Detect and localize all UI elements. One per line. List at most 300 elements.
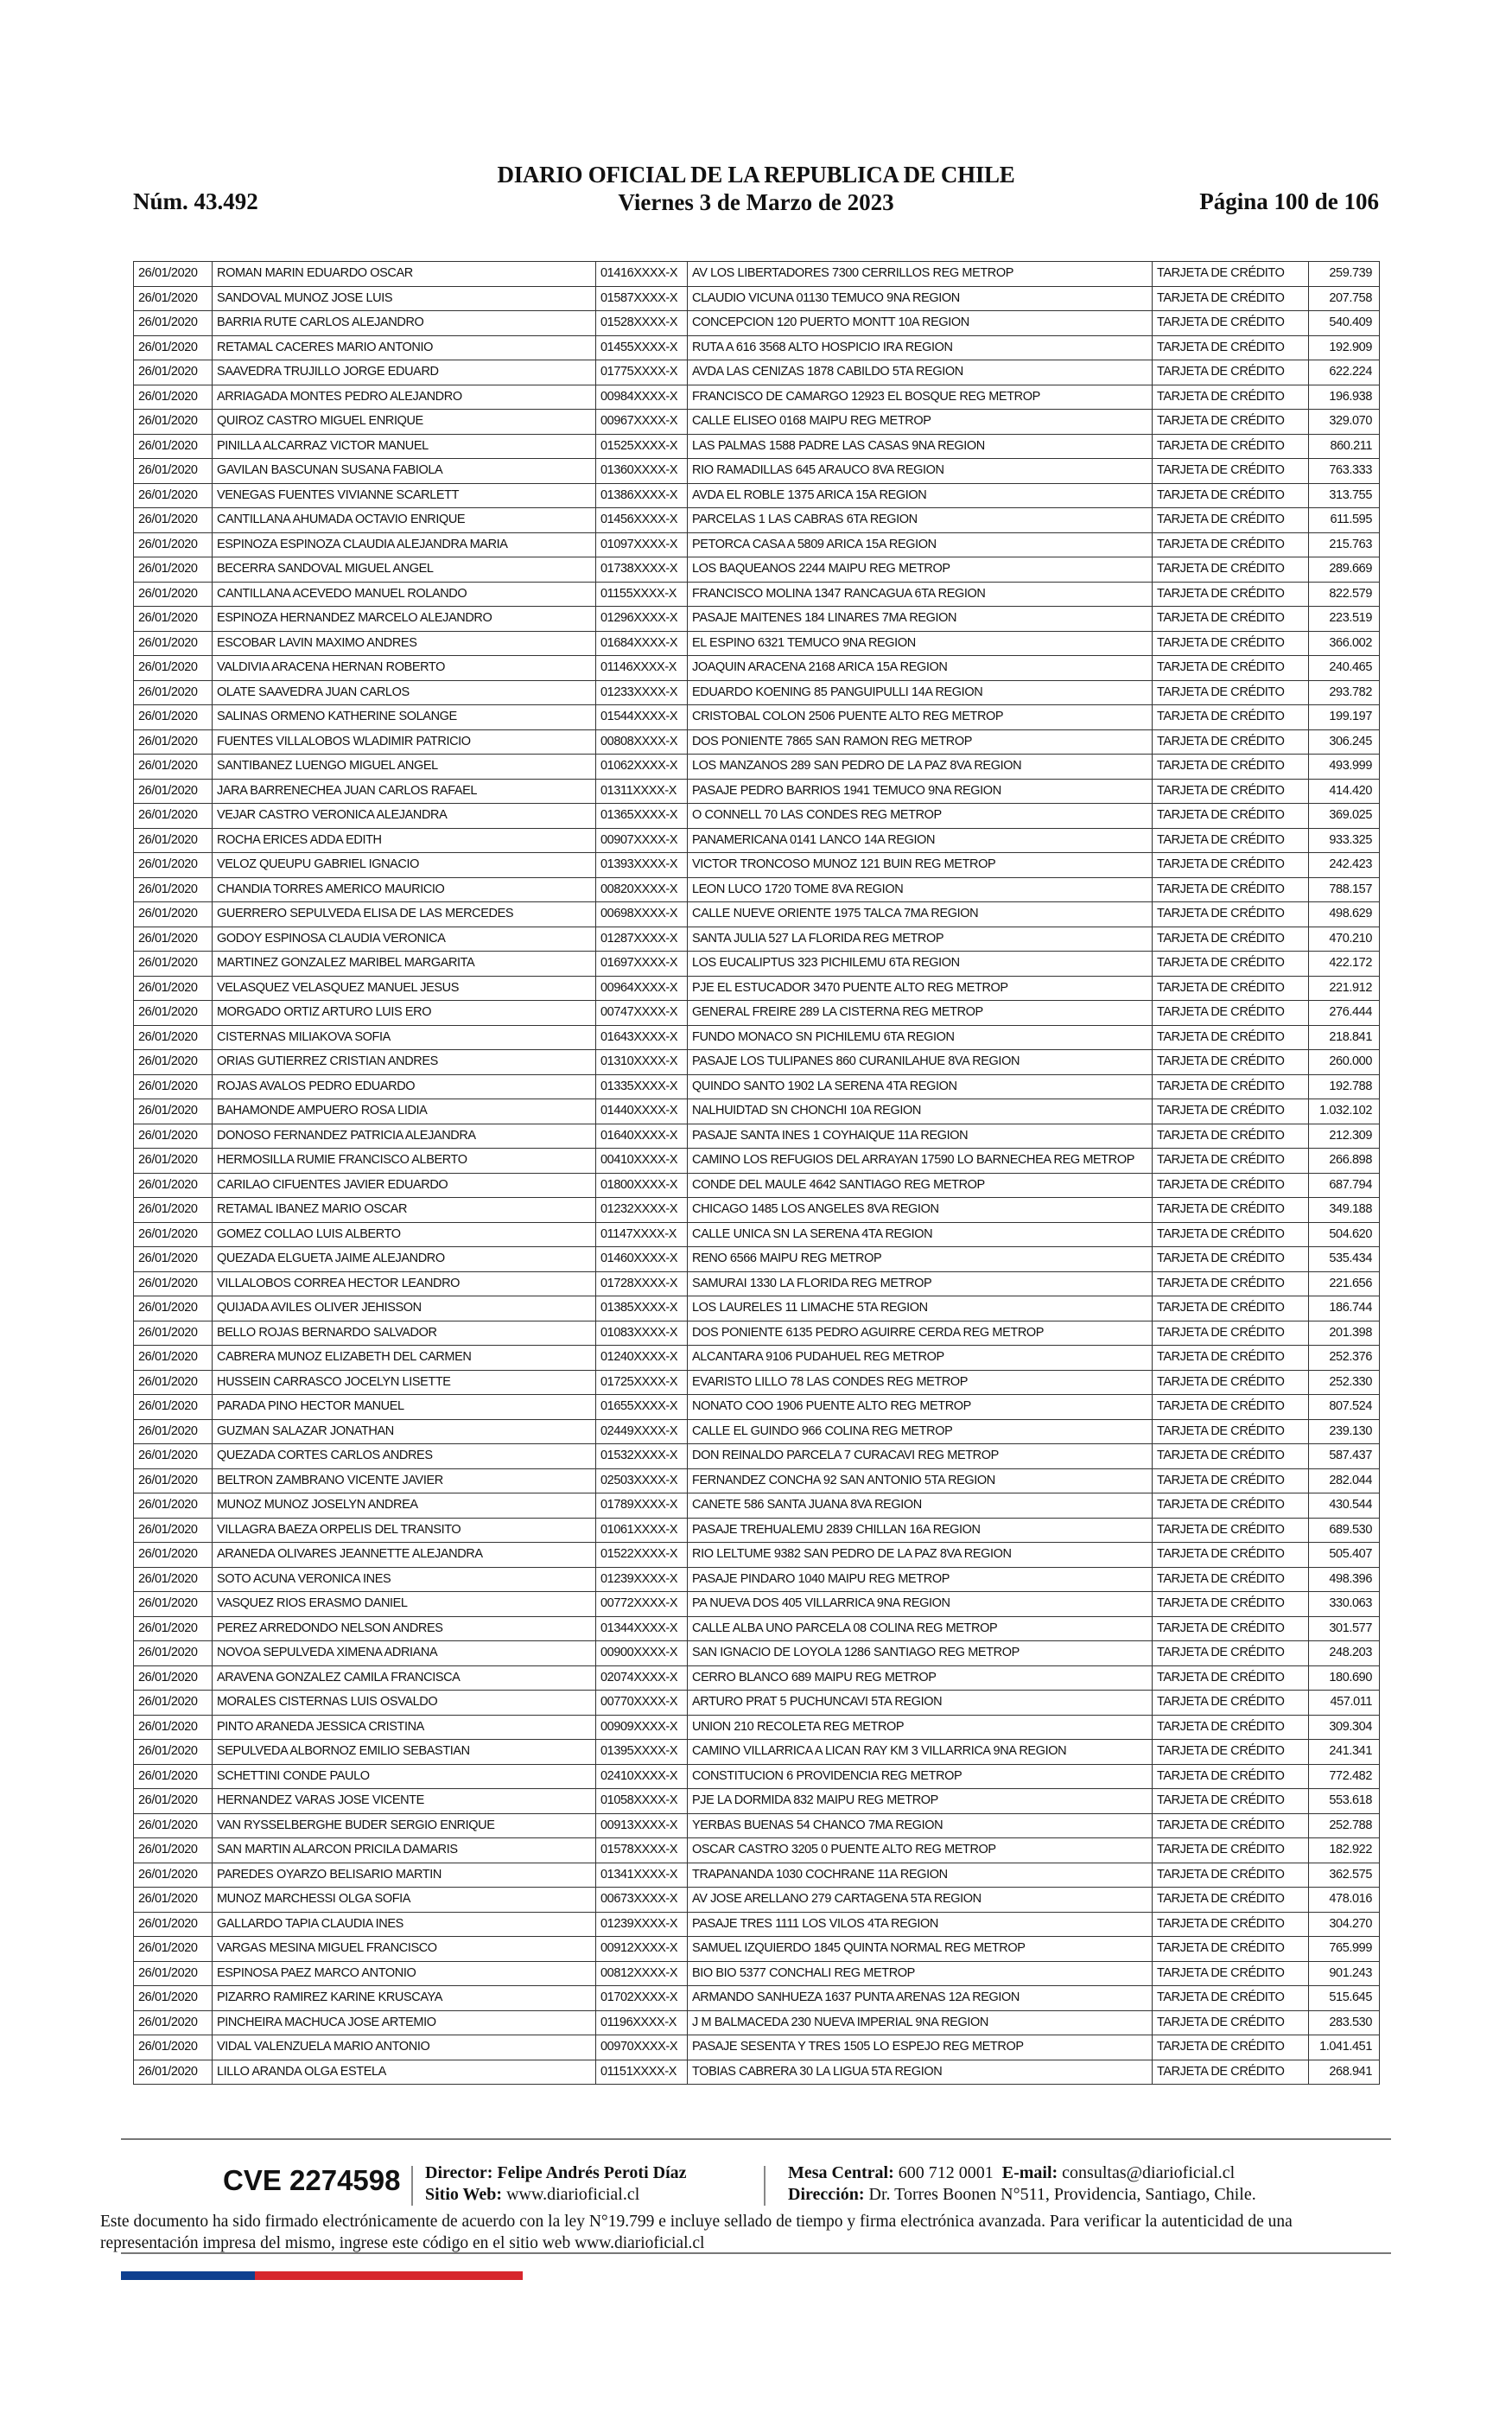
records-table-wrapper <box>133 261 1379 2085</box>
date-cell: 26/01/2020 <box>134 508 213 533</box>
date-cell: 26/01/2020 <box>134 2035 213 2060</box>
product-cell: TARJETA DE CRÉDITO <box>1153 1986 1309 2011</box>
amount-cell: 304.270 <box>1309 1912 1380 1937</box>
name-cell: ESPINOZA HERNANDEZ MARCELO ALEJANDRO <box>213 607 596 632</box>
address-cell: CALLE UNICA SN LA SERENA 4TA REGION <box>688 1222 1153 1247</box>
id-cell: 00772XXXX-X <box>596 1592 688 1617</box>
address-cell: UNION 210 RECOLETA REG METROP <box>688 1715 1153 1740</box>
name-cell: SAN MARTIN ALARCON PRICILA DAMARIS <box>213 1838 596 1863</box>
amount-cell: 239.130 <box>1309 1419 1380 1444</box>
email-label: E-mail: <box>1001 2163 1058 2182</box>
table-row <box>134 1740 1380 1765</box>
address-cell: LEON LUCO 1720 TOME 8VA REGION <box>688 877 1153 902</box>
date-cell: 26/01/2020 <box>134 1321 213 1346</box>
name-cell: ROJAS AVALOS PEDRO EDUARDO <box>213 1074 596 1099</box>
id-cell: 01578XXXX-X <box>596 1838 688 1863</box>
id-cell: 01196XXXX-X <box>596 2010 688 2035</box>
id-cell: 01522XXXX-X <box>596 1543 688 1568</box>
table-row <box>134 1050 1380 1075</box>
amount-cell: 622.224 <box>1309 360 1380 385</box>
id-cell: 01147XXXX-X <box>596 1222 688 1247</box>
amount-cell: 309.304 <box>1309 1715 1380 1740</box>
date-cell: 26/01/2020 <box>134 434 213 459</box>
product-cell: TARJETA DE CRÉDITO <box>1153 1346 1309 1371</box>
product-cell: TARJETA DE CRÉDITO <box>1153 410 1309 435</box>
flag-red-segment <box>255 2271 523 2280</box>
name-cell: BELLO ROJAS BERNARDO SALVADOR <box>213 1321 596 1346</box>
id-cell: 01544XXXX-X <box>596 705 688 730</box>
footer-divider <box>411 2166 413 2206</box>
id-cell: 00907XXXX-X <box>596 828 688 853</box>
amount-cell: 218.841 <box>1309 1025 1380 1050</box>
date-cell: 26/01/2020 <box>134 1764 213 1789</box>
address-cell: TRAPANANDA 1030 COCHRANE 11A REGION <box>688 1863 1153 1888</box>
address-cell: PASAJE SESENTA Y TRES 1505 LO ESPEJO REG METROP <box>688 2035 1153 2060</box>
id-cell: 01151XXXX-X <box>596 2060 688 2085</box>
address-cell: LOS LAURELES 11 LIMACHE 5TA REGION <box>688 1296 1153 1321</box>
date-cell: 26/01/2020 <box>134 779 213 804</box>
product-cell: TARJETA DE CRÉDITO <box>1153 1665 1309 1691</box>
name-cell: CHANDIA TORRES AMERICO MAURICIO <box>213 877 596 902</box>
table-row <box>134 508 1380 533</box>
address-cell: SAMURAI 1330 LA FLORIDA REG METROP <box>688 1271 1153 1296</box>
product-cell: TARJETA DE CRÉDITO <box>1153 262 1309 287</box>
name-cell: ARRIAGADA MONTES PEDRO ALEJANDRO <box>213 385 596 410</box>
id-cell: 00909XXXX-X <box>596 1715 688 1740</box>
date-cell: 26/01/2020 <box>134 927 213 952</box>
date-cell: 26/01/2020 <box>134 1518 213 1543</box>
date-cell: 26/01/2020 <box>134 1961 213 1986</box>
table-row <box>134 360 1380 385</box>
table-row <box>134 1321 1380 1346</box>
id-cell: 02410XXXX-X <box>596 1764 688 1789</box>
id-cell: 01528XXXX-X <box>596 311 688 336</box>
address-cell: PASAJE SANTA INES 1 COYHAIQUE 11A REGION <box>688 1124 1153 1149</box>
name-cell: PEREZ ARREDONDO NELSON ANDRES <box>213 1616 596 1641</box>
product-cell: TARJETA DE CRÉDITO <box>1153 1173 1309 1198</box>
id-cell: 01386XXXX-X <box>596 483 688 508</box>
address-cell: CANETE 586 SANTA JUANA 8VA REGION <box>688 1493 1153 1519</box>
address-cell: PASAJE PINDARO 1040 MAIPU REG METROP <box>688 1567 1153 1592</box>
amount-cell: 822.579 <box>1309 582 1380 607</box>
date-cell: 26/01/2020 <box>134 853 213 878</box>
address-cell: CALLE ALBA UNO PARCELA 08 COLINA REG METROP <box>688 1616 1153 1641</box>
id-cell: 01684XXXX-X <box>596 631 688 656</box>
amount-cell: 765.999 <box>1309 1937 1380 1962</box>
address-cell: RIO RAMADILLAS 645 ARAUCO 8VA REGION <box>688 459 1153 484</box>
date-cell: 26/01/2020 <box>134 976 213 1001</box>
amount-cell: 772.482 <box>1309 1764 1380 1789</box>
flag-color-bar <box>121 2271 536 2280</box>
address-cell: PASAJE TRES 1111 LOS VILOS 4TA REGION <box>688 1912 1153 1937</box>
product-cell: TARJETA DE CRÉDITO <box>1153 1321 1309 1346</box>
address-cell: BIO BIO 5377 CONCHALI REG METROP <box>688 1961 1153 1986</box>
name-cell: QUEZADA ELGUETA JAIME ALEJANDRO <box>213 1247 596 1272</box>
product-cell: TARJETA DE CRÉDITO <box>1153 1863 1309 1888</box>
name-cell: CISTERNAS MILIAKOVA SOFIA <box>213 1025 596 1050</box>
name-cell: VIDAL VALENZUELA MARIO ANTONIO <box>213 2035 596 2060</box>
name-cell: VASQUEZ RIOS ERASMO DANIEL <box>213 1592 596 1617</box>
table-row <box>134 1444 1380 1469</box>
table-row <box>134 1863 1380 1888</box>
id-cell: 00912XXXX-X <box>596 1937 688 1962</box>
id-cell: 00410XXXX-X <box>596 1149 688 1174</box>
table-row <box>134 779 1380 804</box>
address-cell: SAN IGNACIO DE LOYOLA 1286 SANTIAGO REG METROP <box>688 1641 1153 1666</box>
amount-cell: 240.465 <box>1309 656 1380 681</box>
id-cell: 01728XXXX-X <box>596 1271 688 1296</box>
amount-cell: 248.203 <box>1309 1641 1380 1666</box>
date-cell: 26/01/2020 <box>134 1592 213 1617</box>
table-row <box>134 1099 1380 1124</box>
id-cell: 00984XXXX-X <box>596 385 688 410</box>
id-cell: 01789XXXX-X <box>596 1493 688 1519</box>
amount-cell: 260.000 <box>1309 1050 1380 1075</box>
id-cell: 00812XXXX-X <box>596 1961 688 1986</box>
id-cell: 01640XXXX-X <box>596 1124 688 1149</box>
product-cell: TARJETA DE CRÉDITO <box>1153 1444 1309 1469</box>
product-cell: TARJETA DE CRÉDITO <box>1153 1025 1309 1050</box>
product-cell: TARJETA DE CRÉDITO <box>1153 1518 1309 1543</box>
date-cell: 26/01/2020 <box>134 1074 213 1099</box>
amount-cell: 366.002 <box>1309 631 1380 656</box>
name-cell: ORIAS GUTIERREZ CRISTIAN ANDRES <box>213 1050 596 1075</box>
id-cell: 01456XXXX-X <box>596 508 688 533</box>
product-cell: TARJETA DE CRÉDITO <box>1153 656 1309 681</box>
table-row <box>134 1025 1380 1050</box>
date-cell: 26/01/2020 <box>134 1740 213 1765</box>
date-cell: 26/01/2020 <box>134 1247 213 1272</box>
table-row <box>134 483 1380 508</box>
issue-date: Viernes 3 de Marzo de 2023 <box>618 189 894 215</box>
amount-cell: 252.330 <box>1309 1370 1380 1395</box>
address-cell: ARMANDO SANHUEZA 1637 PUNTA ARENAS 12A REGION <box>688 1986 1153 2011</box>
amount-cell: 252.788 <box>1309 1813 1380 1838</box>
product-cell: TARJETA DE CRÉDITO <box>1153 1715 1309 1740</box>
address-cell: PASAJE MAITENES 184 LINARES 7MA REGION <box>688 607 1153 632</box>
product-cell: TARJETA DE CRÉDITO <box>1153 729 1309 755</box>
date-cell: 26/01/2020 <box>134 2010 213 2035</box>
table-row <box>134 410 1380 435</box>
id-cell: 00970XXXX-X <box>596 2035 688 2060</box>
product-cell: TARJETA DE CRÉDITO <box>1153 1543 1309 1568</box>
amount-cell: 901.243 <box>1309 1961 1380 1986</box>
name-cell: GUERRERO SEPULVEDA ELISA DE LAS MERCEDES <box>213 902 596 927</box>
cve-code: CVE 2274598 <box>223 2164 401 2196</box>
product-cell: TARJETA DE CRÉDITO <box>1153 607 1309 632</box>
address-cell: EL ESPINO 6321 TEMUCO 9NA REGION <box>688 631 1153 656</box>
table-row <box>134 631 1380 656</box>
date-cell: 26/01/2020 <box>134 1149 213 1174</box>
amount-cell: 689.530 <box>1309 1518 1380 1543</box>
address-cell: NONATO COO 1906 PUENTE ALTO REG METROP <box>688 1395 1153 1420</box>
amount-cell: 207.758 <box>1309 286 1380 311</box>
table-row <box>134 262 1380 287</box>
id-cell: 01525XXXX-X <box>596 434 688 459</box>
amount-cell: 276.444 <box>1309 1001 1380 1026</box>
product-cell: TARJETA DE CRÉDITO <box>1153 1271 1309 1296</box>
date-cell: 26/01/2020 <box>134 582 213 607</box>
id-cell: 00770XXXX-X <box>596 1691 688 1716</box>
address-cell: NALHUIDTAD SN CHONCHI 10A REGION <box>688 1099 1153 1124</box>
address-cell: DOS PONIENTE 6135 PEDRO AGUIRRE CERDA REG METROP <box>688 1321 1153 1346</box>
date-cell: 26/01/2020 <box>134 1001 213 1026</box>
table-row <box>134 1813 1380 1838</box>
product-cell: TARJETA DE CRÉDITO <box>1153 1468 1309 1493</box>
amount-cell: 687.794 <box>1309 1173 1380 1198</box>
name-cell: BARRIA RUTE CARLOS ALEJANDRO <box>213 311 596 336</box>
product-cell: TARJETA DE CRÉDITO <box>1153 1395 1309 1420</box>
date-cell: 26/01/2020 <box>134 1937 213 1962</box>
date-cell: 26/01/2020 <box>134 1395 213 1420</box>
id-cell: 01800XXXX-X <box>596 1173 688 1198</box>
product-cell: TARJETA DE CRÉDITO <box>1153 1740 1309 1765</box>
footer-divider <box>764 2166 766 2206</box>
amount-cell: 349.188 <box>1309 1198 1380 1223</box>
date-cell: 26/01/2020 <box>134 755 213 780</box>
page-header <box>133 161 1379 216</box>
product-cell: TARJETA DE CRÉDITO <box>1153 902 1309 927</box>
name-cell: PINILLA ALCARRAZ VICTOR MANUEL <box>213 434 596 459</box>
date-cell: 26/01/2020 <box>134 1050 213 1075</box>
product-cell: TARJETA DE CRÉDITO <box>1153 1099 1309 1124</box>
name-cell: BAHAMONDE AMPUERO ROSA LIDIA <box>213 1099 596 1124</box>
id-cell: 01239XXXX-X <box>596 1567 688 1592</box>
address-cell: PJE LA DORMIDA 832 MAIPU REG METROP <box>688 1789 1153 1814</box>
product-cell: TARJETA DE CRÉDITO <box>1153 952 1309 977</box>
address-cell: TOBIAS CABRERA 30 LA LIGUA 5TA REGION <box>688 2060 1153 2085</box>
product-cell: TARJETA DE CRÉDITO <box>1153 557 1309 583</box>
table-row <box>134 1124 1380 1149</box>
address-cell: GENERAL FREIRE 289 LA CISTERNA REG METROP <box>688 1001 1153 1026</box>
address-cell: FUNDO MONACO SN PICHILEMU 6TA REGION <box>688 1025 1153 1050</box>
product-cell: TARJETA DE CRÉDITO <box>1153 1247 1309 1272</box>
amount-cell: 515.645 <box>1309 1986 1380 2011</box>
date-cell: 26/01/2020 <box>134 828 213 853</box>
amount-cell: 242.423 <box>1309 853 1380 878</box>
address-cell: CONCEPCION 120 PUERTO MONTT 10A REGION <box>688 311 1153 336</box>
id-cell: 01738XXXX-X <box>596 557 688 583</box>
date-cell: 26/01/2020 <box>134 1444 213 1469</box>
id-cell: 02074XXXX-X <box>596 1665 688 1691</box>
date-cell: 26/01/2020 <box>134 656 213 681</box>
name-cell: SOTO ACUNA VERONICA INES <box>213 1567 596 1592</box>
records-table-body <box>134 262 1380 2085</box>
name-cell: ESPINOSA PAEZ MARCO ANTONIO <box>213 1961 596 1986</box>
table-row <box>134 582 1380 607</box>
address-cell: DOS PONIENTE 7865 SAN RAMON REG METROP <box>688 729 1153 755</box>
product-cell: TARJETA DE CRÉDITO <box>1153 1370 1309 1395</box>
name-cell: OLATE SAAVEDRA JUAN CARLOS <box>213 680 596 705</box>
name-cell: DONOSO FERNANDEZ PATRICIA ALEJANDRA <box>213 1124 596 1149</box>
id-cell: 01416XXXX-X <box>596 262 688 287</box>
name-cell: VARGAS MESINA MIGUEL FRANCISCO <box>213 1937 596 1962</box>
product-cell: TARJETA DE CRÉDITO <box>1153 1074 1309 1099</box>
table-row <box>134 2035 1380 2060</box>
name-cell: CARILAO CIFUENTES JAVIER EDUARDO <box>213 1173 596 1198</box>
id-cell: 01062XXXX-X <box>596 755 688 780</box>
name-cell: ESPINOZA ESPINOZA CLAUDIA ALEJANDRA MARIA <box>213 532 596 557</box>
name-cell: VAN RYSSELBERGHE BUDER SERGIO ENRIQUE <box>213 1813 596 1838</box>
product-cell: TARJETA DE CRÉDITO <box>1153 508 1309 533</box>
name-cell: RETAMAL CACERES MARIO ANTONIO <box>213 335 596 360</box>
amount-cell: 535.434 <box>1309 1247 1380 1272</box>
table-row <box>134 877 1380 902</box>
records-table <box>133 261 1380 2085</box>
amount-cell: 201.398 <box>1309 1321 1380 1346</box>
address-cell: CRISTOBAL COLON 2506 PUENTE ALTO REG METROP <box>688 705 1153 730</box>
date-cell: 26/01/2020 <box>134 1419 213 1444</box>
date-cell: 26/01/2020 <box>134 1838 213 1863</box>
date-cell: 26/01/2020 <box>134 1691 213 1716</box>
table-row <box>134 1518 1380 1543</box>
table-row <box>134 1370 1380 1395</box>
name-cell: ROMAN MARIN EDUARDO OSCAR <box>213 262 596 287</box>
id-cell: 00747XXXX-X <box>596 1001 688 1026</box>
date-cell: 26/01/2020 <box>134 1346 213 1371</box>
table-row <box>134 853 1380 878</box>
email-link[interactable]: consultas@diarioficial.cl <box>1062 2163 1236 2182</box>
name-cell: ROCHA ERICES ADDA EDITH <box>213 828 596 853</box>
footer-top-rule <box>121 2138 1391 2140</box>
name-cell: CANTILLANA AHUMADA OCTAVIO ENRIQUE <box>213 508 596 533</box>
date-cell: 26/01/2020 <box>134 532 213 557</box>
id-cell: 00967XXXX-X <box>596 410 688 435</box>
date-cell: 26/01/2020 <box>134 360 213 385</box>
name-cell: MARTINEZ GONZALEZ MARIBEL MARGARITA <box>213 952 596 977</box>
address-cell: CHICAGO 1485 LOS ANGELES 8VA REGION <box>688 1198 1153 1223</box>
address-cell: LAS PALMAS 1588 PADRE LAS CASAS 9NA REGION <box>688 434 1153 459</box>
name-cell: MUNOZ MARCHESSI OLGA SOFIA <box>213 1888 596 1913</box>
date-cell: 26/01/2020 <box>134 262 213 287</box>
date-cell: 26/01/2020 <box>134 459 213 484</box>
amount-cell: 282.044 <box>1309 1468 1380 1493</box>
address-cell: PASAJE PEDRO BARRIOS 1941 TEMUCO 9NA REGION <box>688 779 1153 804</box>
product-cell: TARJETA DE CRÉDITO <box>1153 1198 1309 1223</box>
newspaper-title: DIARIO OFICIAL DE LA REPUBLICA DE CHILE <box>497 162 1015 188</box>
id-cell: 01643XXXX-X <box>596 1025 688 1050</box>
date-cell: 26/01/2020 <box>134 1665 213 1691</box>
id-cell: 01395XXXX-X <box>596 1740 688 1765</box>
amount-cell: 252.376 <box>1309 1346 1380 1371</box>
table-row <box>134 1222 1380 1247</box>
name-cell: PINCHEIRA MACHUCA JOSE ARTEMIO <box>213 2010 596 2035</box>
date-cell: 26/01/2020 <box>134 1198 213 1223</box>
name-cell: LILLO ARANDA OLGA ESTELA <box>213 2060 596 2085</box>
date-cell: 26/01/2020 <box>134 952 213 977</box>
address-cell: FERNANDEZ CONCHA 92 SAN ANTONIO 5TA REGION <box>688 1468 1153 1493</box>
table-row <box>134 557 1380 583</box>
date-cell: 26/01/2020 <box>134 2060 213 2085</box>
product-cell: TARJETA DE CRÉDITO <box>1153 1912 1309 1937</box>
table-row <box>134 1074 1380 1099</box>
product-cell: TARJETA DE CRÉDITO <box>1153 1296 1309 1321</box>
table-row <box>134 532 1380 557</box>
name-cell: VELOZ QUEUPU GABRIEL IGNACIO <box>213 853 596 878</box>
name-cell: MORALES CISTERNAS LUIS OSVALDO <box>213 1691 596 1716</box>
name-cell: CABRERA MUNOZ ELIZABETH DEL CARMEN <box>213 1346 596 1371</box>
legal-notice: Este documento ha sido firmado electrónicamente de acuerdo con la ley N°19.799 e incluye sellado de tiempo y firma electrónica avanzada. Para verificar la autenticidad de una representación impresa del mismo, ingrese este código en el sitio web www.diarioficial.cl <box>100 2213 1293 2252</box>
table-row <box>134 828 1380 853</box>
address-cell: PANAMERICANA 0141 LANCO 14A REGION <box>688 828 1153 853</box>
date-cell: 26/01/2020 <box>134 483 213 508</box>
table-row <box>134 1419 1380 1444</box>
date-cell: 26/01/2020 <box>134 1715 213 1740</box>
date-cell: 26/01/2020 <box>134 1789 213 1814</box>
product-cell: TARJETA DE CRÉDITO <box>1153 1124 1309 1149</box>
address-cell: LOS EUCALIPTUS 323 PICHILEMU 6TA REGION <box>688 952 1153 977</box>
address-cell: FRANCISCO MOLINA 1347 RANCAGUA 6TA REGION <box>688 582 1153 607</box>
address-cell: ALCANTARA 9106 PUDAHUEL REG METROP <box>688 1346 1153 1371</box>
product-cell: TARJETA DE CRÉDITO <box>1153 1961 1309 1986</box>
name-cell: GODOY ESPINOSA CLAUDIA VERONICA <box>213 927 596 952</box>
name-cell: MORGADO ORTIZ ARTURO LUIS ERO <box>213 1001 596 1026</box>
id-cell: 02449XXXX-X <box>596 1419 688 1444</box>
product-cell: TARJETA DE CRÉDITO <box>1153 1001 1309 1026</box>
name-cell: VILLALOBOS CORREA HECTOR LEANDRO <box>213 1271 596 1296</box>
name-cell: PINTO ARANEDA JESSICA CRISTINA <box>213 1715 596 1740</box>
product-cell: TARJETA DE CRÉDITO <box>1153 1567 1309 1592</box>
name-cell: ARANEDA OLIVARES JEANNETTE ALEJANDRA <box>213 1543 596 1568</box>
product-cell: TARJETA DE CRÉDITO <box>1153 335 1309 360</box>
address-cell: PARCELAS 1 LAS CABRAS 6TA REGION <box>688 508 1153 533</box>
date-cell: 26/01/2020 <box>134 1222 213 1247</box>
table-row <box>134 902 1380 927</box>
product-cell: TARJETA DE CRÉDITO <box>1153 976 1309 1001</box>
date-cell: 26/01/2020 <box>134 410 213 435</box>
table-row <box>134 1789 1380 1814</box>
id-cell: 01385XXXX-X <box>596 1296 688 1321</box>
product-cell: TARJETA DE CRÉDITO <box>1153 927 1309 952</box>
page-number: Página 100 de 106 <box>1199 188 1379 214</box>
address-cell: J M BALMACEDA 230 NUEVA IMPERIAL 9NA REGION <box>688 2010 1153 2035</box>
table-row <box>134 1592 1380 1617</box>
address-cell: QUINDO SANTO 1902 LA SERENA 4TA REGION <box>688 1074 1153 1099</box>
product-cell: TARJETA DE CRÉDITO <box>1153 853 1309 878</box>
amount-cell: 478.016 <box>1309 1888 1380 1913</box>
amount-cell: 180.690 <box>1309 1665 1380 1691</box>
website-link[interactable]: www.diarioficial.cl <box>506 2185 640 2204</box>
date-cell: 26/01/2020 <box>134 705 213 730</box>
id-cell: 01146XXXX-X <box>596 656 688 681</box>
name-cell: PIZARRO RAMIREZ KARINE KRUSCAYA <box>213 1986 596 2011</box>
address-cell: CONSTITUCION 6 PROVIDENCIA REG METROP <box>688 1764 1153 1789</box>
product-cell: TARJETA DE CRÉDITO <box>1153 2035 1309 2060</box>
table-row <box>134 705 1380 730</box>
amount-cell: 505.407 <box>1309 1543 1380 1568</box>
amount-cell: 268.941 <box>1309 2060 1380 2085</box>
table-row <box>134 1001 1380 1026</box>
date-cell: 26/01/2020 <box>134 1543 213 1568</box>
id-cell: 01365XXXX-X <box>596 804 688 829</box>
name-cell: GUZMAN SALAZAR JONATHAN <box>213 1419 596 1444</box>
website-label: Sitio Web: <box>425 2185 503 2204</box>
product-cell: TARJETA DE CRÉDITO <box>1153 680 1309 705</box>
table-row <box>134 1271 1380 1296</box>
address-cell: ARTURO PRAT 5 PUCHUNCAVI 5TA REGION <box>688 1691 1153 1716</box>
product-cell: TARJETA DE CRÉDITO <box>1153 631 1309 656</box>
id-cell: 00820XXXX-X <box>596 877 688 902</box>
id-cell: 01697XXXX-X <box>596 952 688 977</box>
id-cell: 01702XXXX-X <box>596 1986 688 2011</box>
address-cell: CONDE DEL MAULE 4642 SANTIAGO REG METROP <box>688 1173 1153 1198</box>
date-cell: 26/01/2020 <box>134 1370 213 1395</box>
table-row <box>134 755 1380 780</box>
address-label: Dirección: <box>788 2185 865 2204</box>
address-cell: AV LOS LIBERTADORES 7300 CERRILLOS REG METROP <box>688 262 1153 287</box>
id-cell: 01083XXXX-X <box>596 1321 688 1346</box>
table-row <box>134 1616 1380 1641</box>
